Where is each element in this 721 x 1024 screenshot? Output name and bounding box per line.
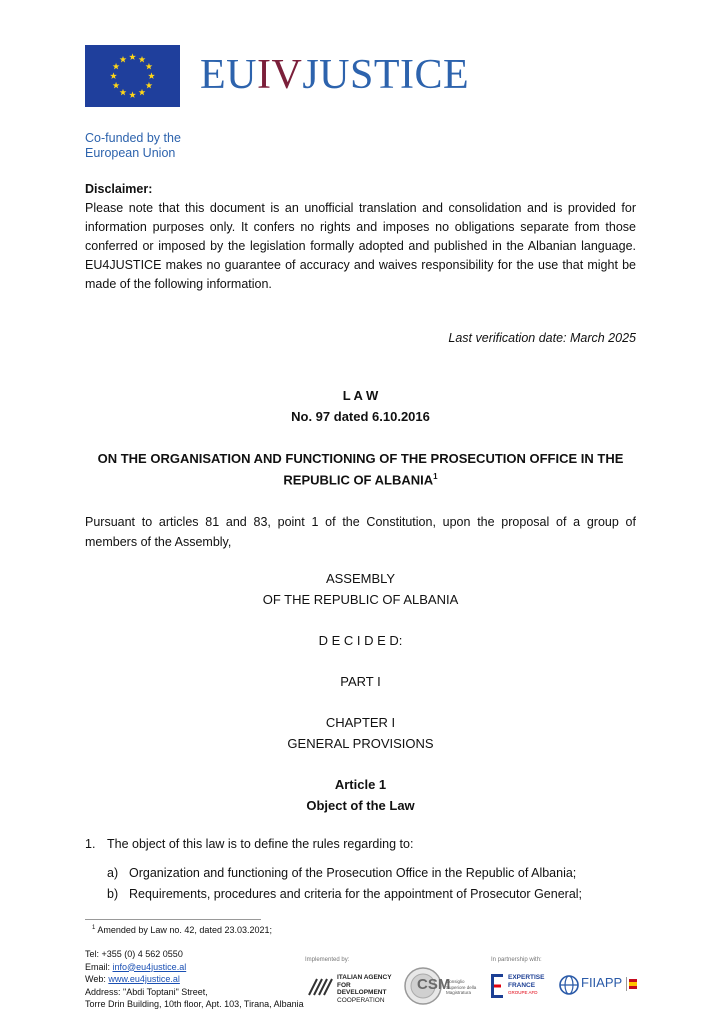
web-label: Web: — [85, 974, 109, 984]
eu-flag-logo — [85, 45, 180, 107]
verification-date: Last verification date: March 2025 — [448, 331, 636, 345]
footnote-text: Amended by Law no. 42, dated 23.03.2021; — [97, 925, 272, 935]
eu-star-icon — [120, 56, 127, 63]
list-item-number: 1. — [85, 837, 96, 851]
eu-star-icon — [110, 72, 117, 79]
spain-emblem-icon — [629, 979, 637, 989]
aics-logo — [307, 973, 397, 1004]
email-label: Email: — [85, 961, 113, 972]
law-title-line-2 — [85, 472, 636, 487]
partnership-label: In partnership with: — [491, 957, 542, 963]
law-heading: L A W — [342, 388, 379, 403]
csm-text: CSM — [417, 976, 451, 993]
part-heading: PART I — [340, 674, 381, 689]
eu-star-icon — [113, 63, 120, 70]
contact-address-2: Torre Drin Building, 10th floor, Apt. 103, Tirana, Albania — [85, 999, 304, 1009]
eu-star-icon — [120, 89, 127, 96]
ef-text-1: EXPERTISE — [508, 974, 545, 981]
eu-star-icon — [139, 56, 146, 63]
assembly-line-2: OF THE REPUBLIC OF ALBANIA — [262, 592, 459, 607]
contact-address-1: Address: "Abdi Toptani" Street, — [85, 986, 208, 997]
implemented-by-label: Implemented by: — [305, 957, 350, 963]
aics-mark-icon — [307, 973, 335, 999]
eu-star-icon — [129, 91, 136, 98]
ef-text-2: FRANCE — [508, 981, 536, 989]
eu-star-icon — [146, 82, 153, 89]
aics-text-1: ITALIAN AGENCY — [337, 974, 392, 981]
web-link[interactable]: www.eu4justice.al — [108, 974, 180, 984]
cofunded-line-1: Co-funded by the — [85, 131, 181, 145]
law-title-line-1: ON THE ORGANISATION AND FUNCTIONING OF THE PROSECUTION OFFICE IN THE — [97, 451, 624, 466]
expertise-france-mark-icon — [491, 974, 503, 998]
article-title: Object of the Law — [306, 798, 415, 813]
contact-tel: Tel: +355 (0) 4 562 0550 — [85, 949, 183, 959]
law-title-text: REPUBLIC OF ALBANIA — [283, 472, 434, 488]
partner-logos — [305, 955, 636, 1010]
list-item — [85, 837, 413, 851]
disclaimer-text: Please note that this document is an unofficial translation and consolidation and is provided for information purposes only. It confers no rights and imposes no obligations separate from those conferred or imposed by the legislation formally adopted and published in the Albanian language. EU4JUSTICE makes no guarantee of accuracy and waives responsibility for the use that might be made of the following information. — [85, 201, 636, 291]
brand-part-eu: EU — [200, 52, 257, 98]
sub-item-label: b) — [107, 887, 119, 901]
fiiapp-divider — [626, 977, 627, 991]
article-heading: Article 1 — [334, 777, 387, 792]
footnote — [92, 925, 272, 935]
contact-block — [85, 948, 304, 1011]
fiiapp-logo — [559, 973, 637, 1001]
fiiapp-globe-icon — [559, 975, 579, 995]
sub-item-label: a) — [107, 866, 119, 880]
ef-text-3: GROUPE AFD — [508, 990, 538, 995]
brand-part-justice: JUSTICE — [302, 52, 470, 98]
fiiapp-text: FIIAPP — [581, 975, 623, 990]
aics-text-3: COOPERATION — [337, 996, 385, 1004]
sub-item-a — [107, 866, 636, 880]
eu-star-icon — [129, 53, 136, 60]
sub-item-b — [107, 887, 636, 901]
chapter-title: GENERAL PROVISIONS — [287, 736, 434, 751]
aics-text-2: FOR DEVELOPMENT — [337, 981, 387, 996]
preamble: Pursuant to articles 81 and 83, point 1 of the Constitution, upon the proposal of a group of members of the Assembly, — [85, 515, 636, 549]
eu-star-icon — [113, 82, 120, 89]
cofunded-label — [85, 131, 181, 161]
expertise-france-logo — [491, 972, 561, 1002]
brand-part-iv: IV — [257, 52, 303, 98]
csm-logo — [403, 965, 483, 1009]
eu4justice-logo — [200, 52, 469, 98]
chapter-heading: CHAPTER I — [325, 715, 396, 730]
contact-email — [85, 961, 304, 974]
eu-star-icon — [148, 72, 155, 79]
email-link[interactable]: info@eu4justice.al — [112, 961, 187, 972]
footnote-ref[interactable]: 1 — [433, 472, 438, 481]
footnote-divider — [85, 919, 261, 920]
list-item-text: The object of this law is to define the rules regarding to: — [107, 837, 414, 851]
assembly-line-1: ASSEMBLY — [325, 571, 396, 586]
csm-subtext: Consiglio Superiore della Magistratura — [446, 979, 477, 995]
decided: D E C I D E D: — [318, 633, 403, 648]
eu-star-icon — [139, 89, 146, 96]
law-number: No. 97 dated 6.10.2016 — [291, 409, 430, 424]
sub-item-text: Organization and functioning of the Prosecution Office in the Republic of Albania; — [129, 866, 577, 880]
eu-star-icon — [146, 63, 153, 70]
footnote-number: 1 — [92, 925, 96, 931]
sub-item-text: Requirements, procedures and criteria for the appointment of Prosecutor General; — [129, 887, 583, 901]
cofunded-line-2: European Union — [85, 146, 176, 160]
disclaimer-title: Disclaimer: — [85, 182, 153, 196]
contact-web — [85, 973, 304, 986]
